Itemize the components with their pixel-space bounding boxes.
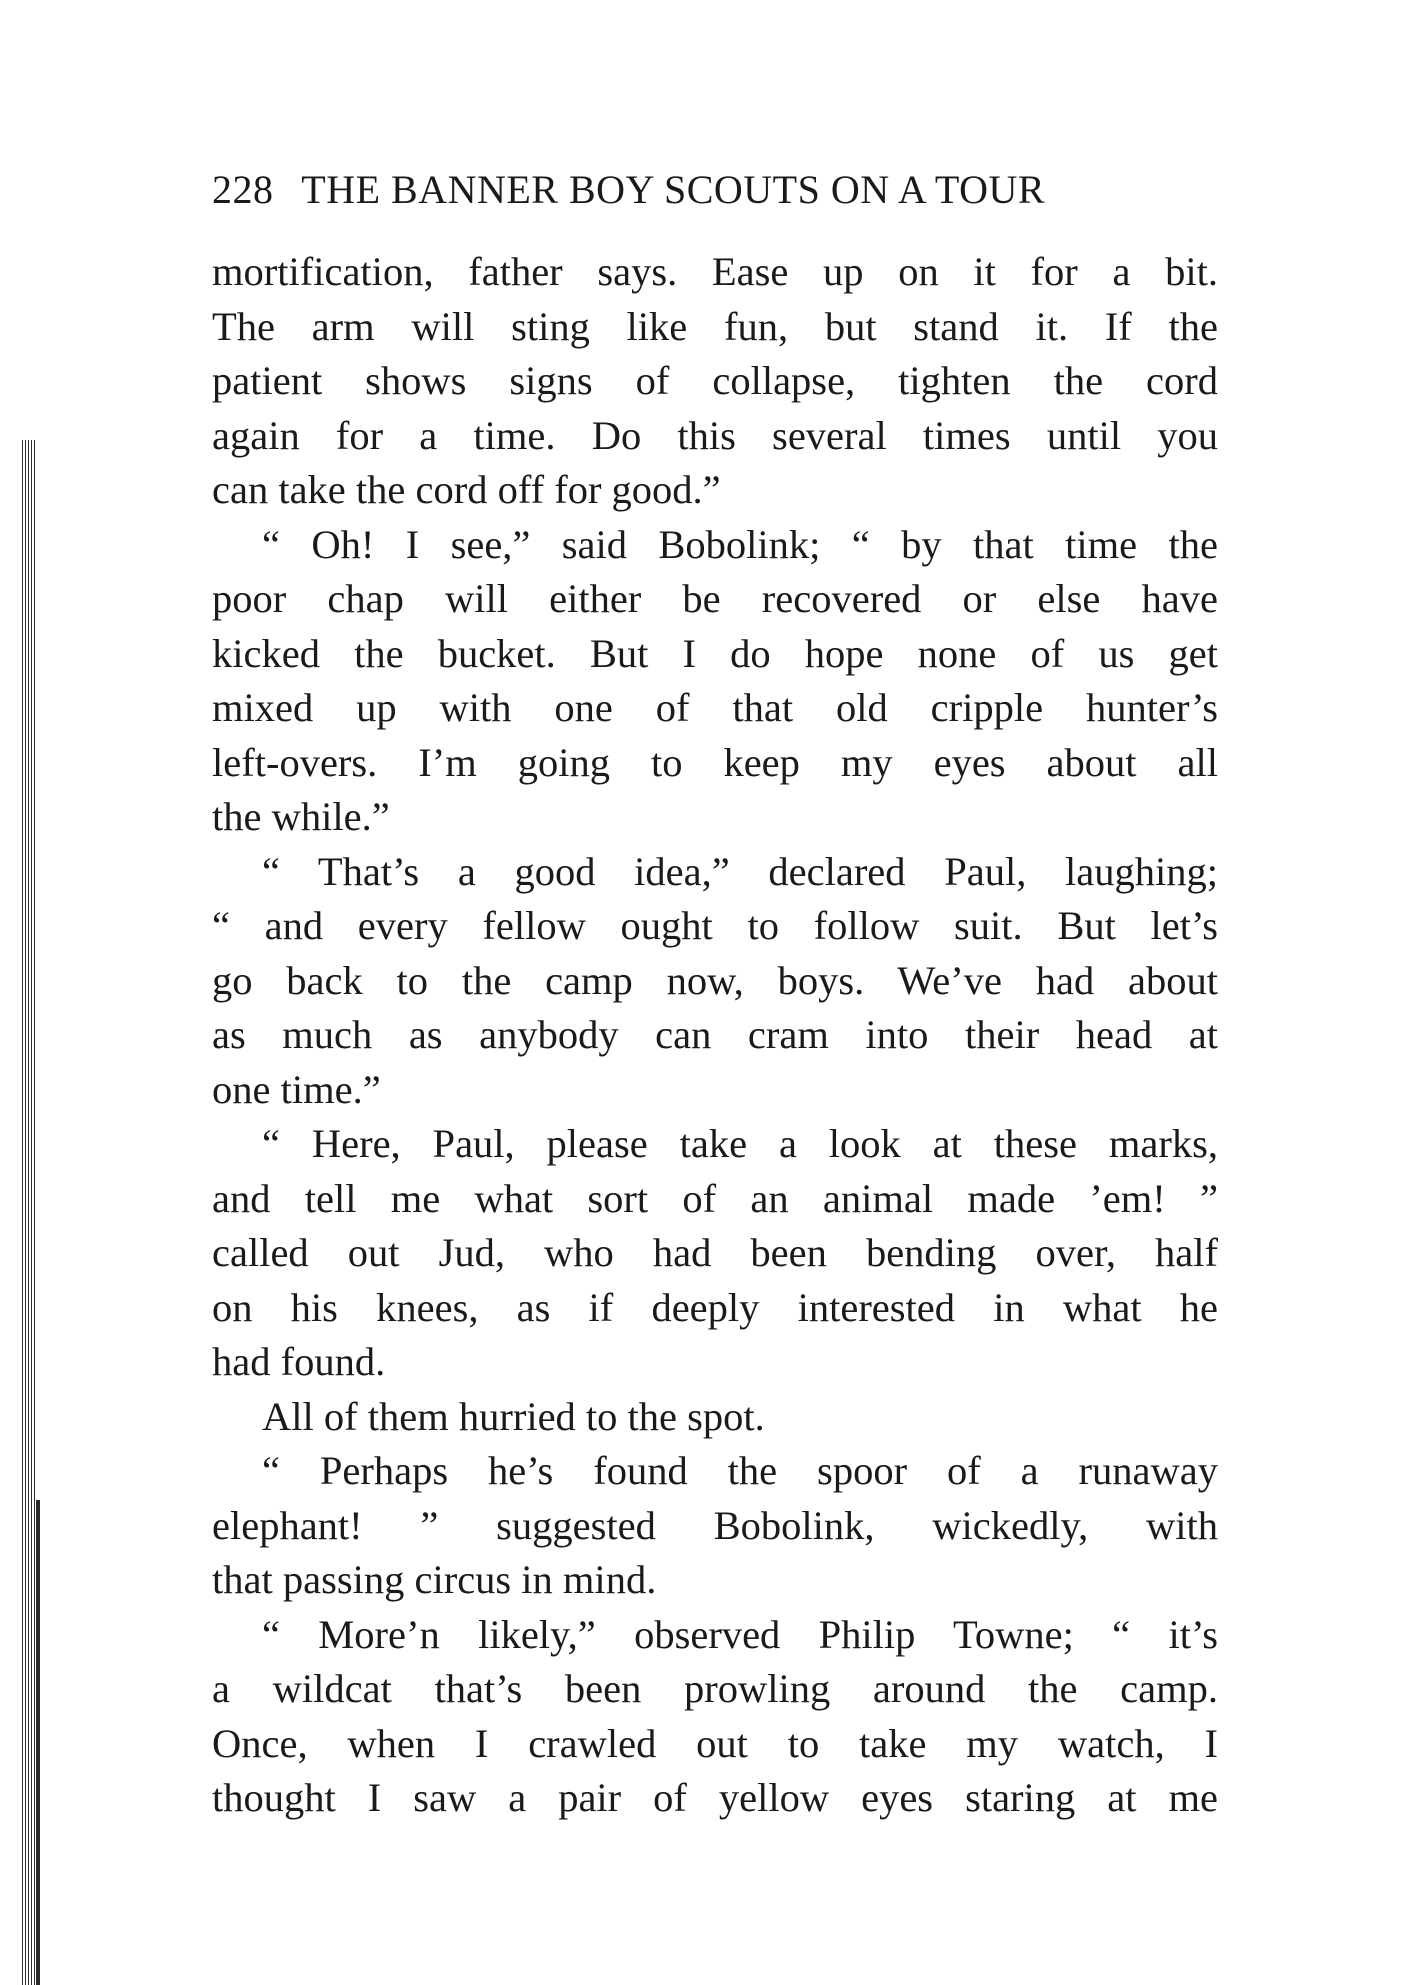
- text-line: mixed up with one of that old cripple hunter’s: [212, 685, 1218, 730]
- text-line: kicked the bucket. But I do hope none of us get: [212, 630, 1218, 676]
- text-line: that passing circus in mind.: [212, 1557, 657, 1602]
- text-line: “ Here, Paul, please take a look at these marks,: [262, 1121, 1218, 1166]
- text-line: go back to the camp now, boys. We’ve had about: [212, 957, 1218, 1003]
- text-line: The arm will sting like fun, but stand it. If the: [212, 303, 1218, 349]
- text-line: Once, when I crawled out to take my watch, I: [212, 1720, 1218, 1766]
- text-line: “ That’s a good idea,” declared Paul, laughing;: [262, 848, 1218, 894]
- binding-gutter-shadow: [22, 440, 36, 1985]
- text-line: elephant! ” suggested Bobolink, wickedly, with: [212, 1502, 1218, 1548]
- text-line: thought I saw a pair of yellow eyes staring at me: [212, 1775, 1218, 1820]
- text-line: a wildcat that’s been prowling around the camp.: [212, 1666, 1218, 1711]
- text-line: called out Jud, who had been bending over, half: [212, 1230, 1218, 1275]
- text-line: “ More’n likely,” observed Philip Towne; “ it’s: [262, 1611, 1218, 1657]
- text-line: again for a time. Do this several times until you: [212, 412, 1218, 458]
- text-line: one time.”: [212, 1066, 381, 1112]
- running-header: [212, 160, 1218, 220]
- text-line: poor chap will either be recovered or else have: [212, 576, 1218, 621]
- page-number: 228: [212, 167, 274, 212]
- body-text: [212, 245, 1218, 1826]
- text-line: All of them hurried to the spot.: [262, 1393, 765, 1439]
- text-line: and tell me what sort of an animal made ’em! ”: [212, 1175, 1218, 1221]
- text-line: on his knees, as if deeply interested in what he: [212, 1284, 1218, 1330]
- text-line: mortification, father says. Ease up on it for a bit.: [212, 249, 1218, 294]
- text-line: left-overs. I’m going to keep my eyes about all: [212, 739, 1218, 785]
- text-line: “ and every fellow ought to follow suit. But let’s: [212, 903, 1218, 948]
- text-line: can take the cord off for good.”: [212, 467, 721, 512]
- text-line: had found.: [212, 1339, 386, 1384]
- text-line: the while.”: [212, 794, 390, 839]
- binding-gutter-edge: [36, 1500, 40, 1985]
- text-line: as much as anybody can cram into their head at: [212, 1012, 1218, 1057]
- running-title: THE BANNER BOY SCOUTS ON A TOUR: [301, 167, 1046, 212]
- text-line: “ Perhaps he’s found the spoor of a runaway: [262, 1448, 1218, 1493]
- text-line: patient shows signs of collapse, tighten the cord: [212, 358, 1218, 403]
- text-line: “ Oh! I see,” said Bobolink; “ by that time the: [262, 521, 1218, 567]
